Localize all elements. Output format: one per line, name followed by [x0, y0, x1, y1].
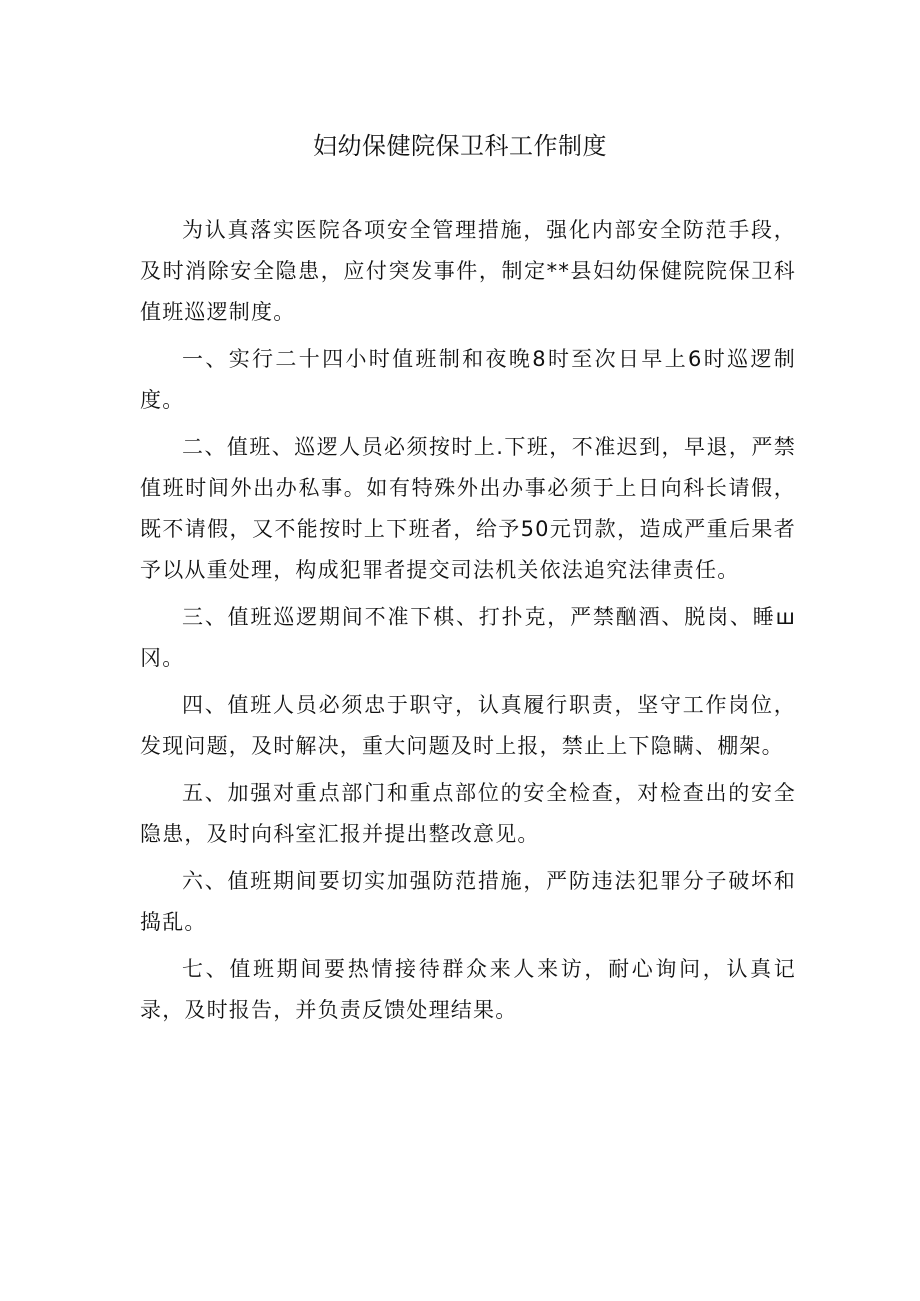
paragraph-rule-3: 三、值班巡逻期间不准下棋、打扑克，严禁酗酒、脱岗、睡ш冈。	[140, 605, 796, 670]
paragraph-rule-6: 六、值班期间要切实加强防范措施，严防违法犯罪分子破坏和捣乱。	[140, 869, 796, 934]
paragraph-rule-5: 五、加强对重点部门和重点部位的安全检查，对检查出的安全隐患，及时向科室汇报并提出整改意见。	[140, 781, 796, 846]
paragraph-rule-1: 一、实行二十四小时值班制和夜晚8时至次日早上6时巡逻制度。	[140, 347, 796, 412]
paragraph-rule-2: 二、值班、巡逻人员必须按时上.下班，不准迟到，早退，严禁值班时间外出办私事。如有特殊外出办事必须于上日向科长请假，既不请假，又不能按时上下班者，给予50元罚款，造成严重后果者予以从重处理，构成犯罪者提交司法机关依法追究法律责任。	[140, 435, 796, 582]
document-title: 妇幼保健院保卫科工作制度	[313, 132, 607, 160]
paragraph-rule-4: 四、值班人员必须忠于职守，认真履行职责，坚守工作岗位，发现问题，及时解决，重大问题及时上报，禁止上下隐瞒、棚架。	[140, 693, 796, 758]
paragraph-intro: 为认真落实医院各项安全管理措施，强化内部安全防范手段，及时消除安全隐患，应付突发事件，制定**县妇幼保健院院保卫科值班巡逻制度。	[140, 218, 796, 324]
document-body	[140, 210, 796, 1037]
paragraph-rule-7: 七、值班期间要热情接待群众来人来访，耐心询问，认真记录，及时报告，并负责反馈处理结果。	[140, 957, 796, 1022]
